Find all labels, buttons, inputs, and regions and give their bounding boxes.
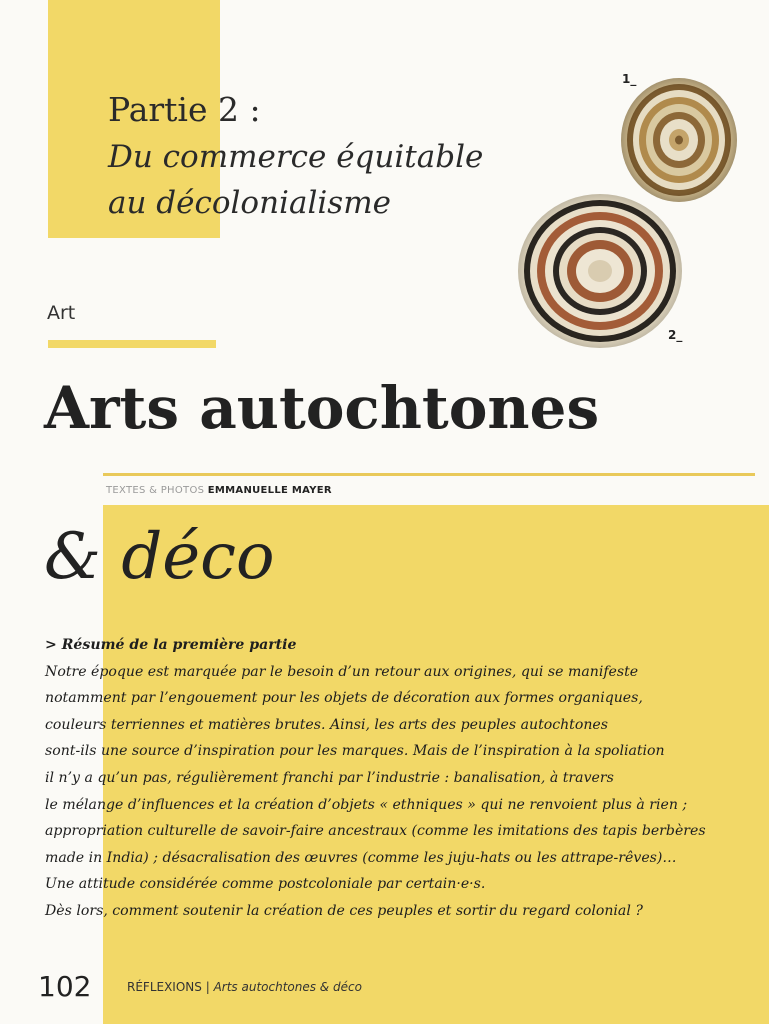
- credits-prefix: TEXTES & PHOTOS: [106, 485, 205, 496]
- summary-line: Dès lors, comment soutenir la création de ces peuples et sortir du regard colonial ?: [45, 902, 643, 919]
- basket-1-label: 1_: [622, 72, 637, 86]
- basket-1-image: [617, 74, 741, 206]
- title-rule: [103, 473, 755, 476]
- part-label: Partie 2 :: [108, 90, 261, 129]
- credits: [106, 485, 332, 496]
- footer-topic: Arts autochtones & déco: [213, 980, 362, 994]
- summary-line: Notre époque est marquée par le besoin d’un retour aux origines, qui se manifeste: [45, 663, 639, 680]
- summary-line: couleurs terriennes et matières brutes. Ainsi, les arts des peuples autochtones: [45, 716, 608, 733]
- part-subtitle-line-2: au décolonialisme: [108, 185, 391, 221]
- summary-line: il n’y a qu’un pas, régulièrement franchi par l’industrie : banalisation, à travers: [45, 769, 614, 786]
- summary-line: appropriation culturelle de savoir-faire ancestraux (comme les imitations des tapis berbères: [45, 823, 706, 840]
- footer-section: RÉFLEXIONS |: [127, 980, 210, 994]
- summary-line: sont-ils une source d’inspiration pour les marques. Mais de l’inspiration à la spoliation: [45, 743, 665, 760]
- basket-2-label: 2_: [668, 328, 683, 342]
- credits-author: EMMANUELLE MAYER: [207, 485, 332, 496]
- article-title-second: & déco: [44, 520, 275, 594]
- part-subtitle-line-1: Du commerce équitable: [108, 139, 484, 175]
- yellow-bar-rubric: [48, 340, 216, 348]
- rubric-label: Art: [47, 302, 76, 324]
- running-footer: [127, 980, 362, 994]
- summary-line: Une attitude considérée comme postcoloniale par certain·e·s.: [45, 876, 486, 893]
- summary: [45, 632, 745, 925]
- article-title: Arts autochtones: [44, 374, 600, 442]
- summary-lead: > Résumé de la première partie: [45, 637, 297, 653]
- part-subtitle: [108, 134, 483, 226]
- summary-line: made in India) ; désacralisation des œuvres (comme les juju-hats ou les attrape-rêves)…: [45, 849, 677, 866]
- summary-line: le mélange d’influences et la création d’objets « ethniques » qui ne renvoient plus à rien ;: [45, 796, 688, 813]
- basket-2-image: [514, 190, 686, 352]
- page-number: 102: [38, 970, 92, 1003]
- summary-line: notamment par l’engouement pour les objets de décoration aux formes organiques,: [45, 690, 643, 707]
